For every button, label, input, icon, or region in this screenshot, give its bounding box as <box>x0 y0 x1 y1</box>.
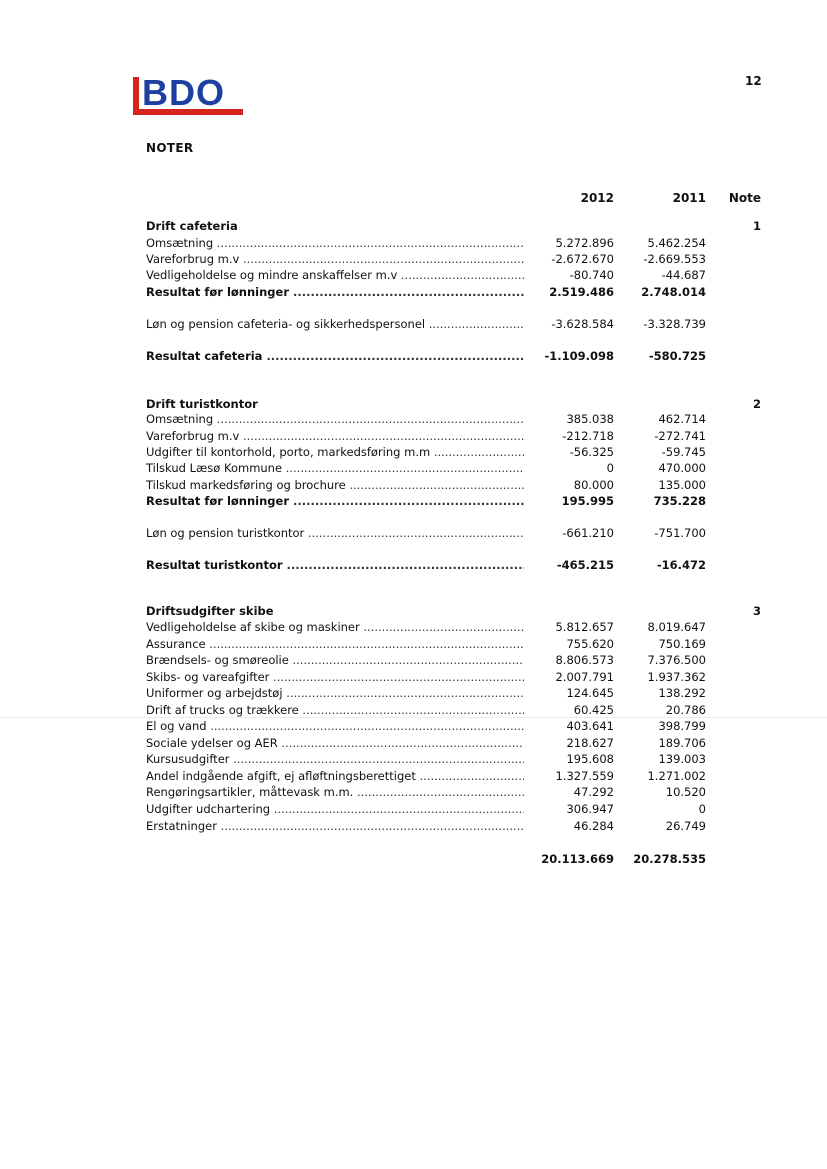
value-2011: 470.000 <box>658 461 706 475</box>
value-2011: 735.228 <box>653 494 706 508</box>
value-2011: 1.937.362 <box>647 670 706 684</box>
row-label: Vareforbrug m.v ..... <box>146 428 524 444</box>
row-label: Resultat før lønninger ..... <box>146 493 524 509</box>
value-2012: 195.995 <box>561 494 614 508</box>
table-row <box>146 652 766 668</box>
value-2011: 10.520 <box>665 785 706 799</box>
value-2011: -59.745 <box>661 445 706 459</box>
section-heading-cafeteria <box>146 218 766 234</box>
svg-text:BDO: BDO <box>142 75 225 113</box>
value-2011: 0 <box>698 802 706 816</box>
row-label: Udgifter til kontorhold, porto, markedsføring m.m ..... <box>146 444 524 460</box>
bdo-logo <box>133 75 243 117</box>
row-label: Omsætning ..... <box>146 411 524 427</box>
notes-title: NOTER <box>146 141 194 155</box>
row-label: Tilskud markedsføring og brochure ..... <box>146 477 524 493</box>
row-label: Andel indgående afgift, ej afløftningsberettiget ..... <box>146 768 524 784</box>
row-label: Vedligeholdelse og mindre anskaffelser m.v ..... <box>146 267 524 283</box>
value-2011: -2.669.553 <box>643 252 706 266</box>
value-2011: 8.019.647 <box>647 620 706 634</box>
table-row <box>146 768 766 784</box>
section-heading-turistkontor <box>146 396 766 412</box>
value-2011: 1.271.002 <box>647 769 706 783</box>
value-2011: 2.748.014 <box>641 285 706 299</box>
value-2012: -3.628.584 <box>551 317 614 331</box>
table-row <box>146 235 766 251</box>
value-2012: 403.641 <box>566 719 614 733</box>
table-row <box>146 525 766 541</box>
value-2011: 7.376.500 <box>647 653 706 667</box>
value-2012: 5.272.896 <box>555 236 614 250</box>
value-2011: 138.292 <box>658 686 706 700</box>
value-2012: 80.000 <box>573 478 614 492</box>
value-2012: -80.740 <box>569 268 614 282</box>
value-2012: 306.947 <box>566 802 614 816</box>
note-ref: 1 <box>752 219 761 233</box>
table-row <box>146 801 766 817</box>
value-2012: 0 <box>606 461 614 475</box>
table-row <box>146 636 766 652</box>
table-row <box>146 460 766 476</box>
table-row <box>146 702 766 718</box>
value-2011: -272.741 <box>654 429 706 443</box>
value-2011: 398.799 <box>658 719 706 733</box>
row-label: Udgifter udchartering ..... <box>146 801 524 817</box>
value-2011: 20.278.535 <box>633 852 706 866</box>
total-row <box>146 851 766 867</box>
value-2012: 2.519.486 <box>549 285 614 299</box>
value-2012: 385.038 <box>566 412 614 426</box>
column-header-note: Note <box>728 191 761 205</box>
row-label: Drift cafeteria <box>146 219 238 233</box>
value-2012: -212.718 <box>562 429 614 443</box>
note-ref: 2 <box>752 397 761 411</box>
subtotal-row <box>146 493 766 509</box>
row-label: Driftsudgifter skibe <box>146 604 274 618</box>
value-2011: -751.700 <box>654 526 706 540</box>
table-row <box>146 477 766 493</box>
value-2012: 46.284 <box>573 819 614 833</box>
row-label: Resultat turistkontor ..... <box>146 557 524 573</box>
value-2011: 20.786 <box>665 703 706 717</box>
row-label: Vareforbrug m.v ..... <box>146 251 524 267</box>
row-label: El og vand ..... <box>146 718 524 734</box>
table-row <box>146 267 766 283</box>
row-label: Resultat før lønninger ..... <box>146 284 524 300</box>
row-label: Skibs- og vareafgifter ..... <box>146 669 524 685</box>
table-row <box>146 411 766 427</box>
value-2012: 20.113.669 <box>541 852 614 866</box>
value-2012: 5.812.657 <box>555 620 614 634</box>
row-label: Løn og pension cafeteria- og sikkerhedspersonel ..... <box>146 316 524 332</box>
value-2012: 8.806.573 <box>555 653 614 667</box>
table-row <box>146 316 766 332</box>
value-2011: 139.003 <box>658 752 706 766</box>
row-label: Drift turistkontor <box>146 397 258 411</box>
table-row <box>146 735 766 751</box>
value-2012: -661.210 <box>562 526 614 540</box>
value-2011: -3.328.739 <box>643 317 706 331</box>
value-2012: 755.620 <box>566 637 614 651</box>
value-2011: 26.749 <box>665 819 706 833</box>
row-label: Drift af trucks og trækkere ..... <box>146 702 524 718</box>
value-2012: 195.608 <box>566 752 614 766</box>
value-2011: 5.462.254 <box>647 236 706 250</box>
value-2012: 1.327.559 <box>555 769 614 783</box>
value-2012: -1.109.098 <box>544 349 614 363</box>
value-2012: -56.325 <box>569 445 614 459</box>
value-2012: 2.007.791 <box>555 670 614 684</box>
column-header-2012: 2012 <box>580 191 614 205</box>
row-label: Rengøringsartikler, måttevask m.m. ..... <box>146 784 524 800</box>
page-number: 12 <box>745 74 762 88</box>
note-ref: 3 <box>752 604 761 618</box>
table-row <box>146 784 766 800</box>
row-label: Assurance ..... <box>146 636 524 652</box>
value-2011: 135.000 <box>658 478 706 492</box>
table-row <box>146 818 766 834</box>
value-2011: 189.706 <box>658 736 706 750</box>
row-label: Tilskud Læsø Kommune ..... <box>146 460 524 476</box>
table-row <box>146 685 766 701</box>
value-2011: -16.472 <box>656 558 706 572</box>
table-row <box>146 251 766 267</box>
value-2011: 462.714 <box>658 412 706 426</box>
row-label: Vedligeholdelse af skibe og maskiner ..... <box>146 619 524 635</box>
result-row <box>146 557 766 573</box>
table-row <box>146 444 766 460</box>
row-label: Resultat cafeteria ..... <box>146 348 524 364</box>
row-label: Brændsels- og smøreolie ..... <box>146 652 524 668</box>
value-2012: -465.215 <box>556 558 614 572</box>
value-2011: 750.169 <box>658 637 706 651</box>
value-2012: 124.645 <box>566 686 614 700</box>
result-row <box>146 348 766 364</box>
table-row <box>146 718 766 734</box>
value-2012: 47.292 <box>573 785 614 799</box>
value-2012: 60.425 <box>573 703 614 717</box>
row-label: Omsætning ..... <box>146 235 524 251</box>
table-row <box>146 669 766 685</box>
value-2012: -2.672.670 <box>551 252 614 266</box>
row-label: Kursusudgifter ..... <box>146 751 524 767</box>
value-2011: -580.725 <box>648 349 706 363</box>
row-label: Uniformer og arbejdstøj ..... <box>146 685 524 701</box>
row-label: Erstatninger ..... <box>146 818 524 834</box>
table-row <box>146 619 766 635</box>
table-row <box>146 751 766 767</box>
value-2012: 218.627 <box>566 736 614 750</box>
table-row <box>146 428 766 444</box>
row-label: Løn og pension turistkontor ..... <box>146 525 524 541</box>
section-heading-skibe <box>146 603 766 619</box>
row-label: Sociale ydelser og AER ..... <box>146 735 524 751</box>
subtotal-row <box>146 284 766 300</box>
value-2011: -44.687 <box>661 268 706 282</box>
column-header-2011: 2011 <box>672 191 706 205</box>
